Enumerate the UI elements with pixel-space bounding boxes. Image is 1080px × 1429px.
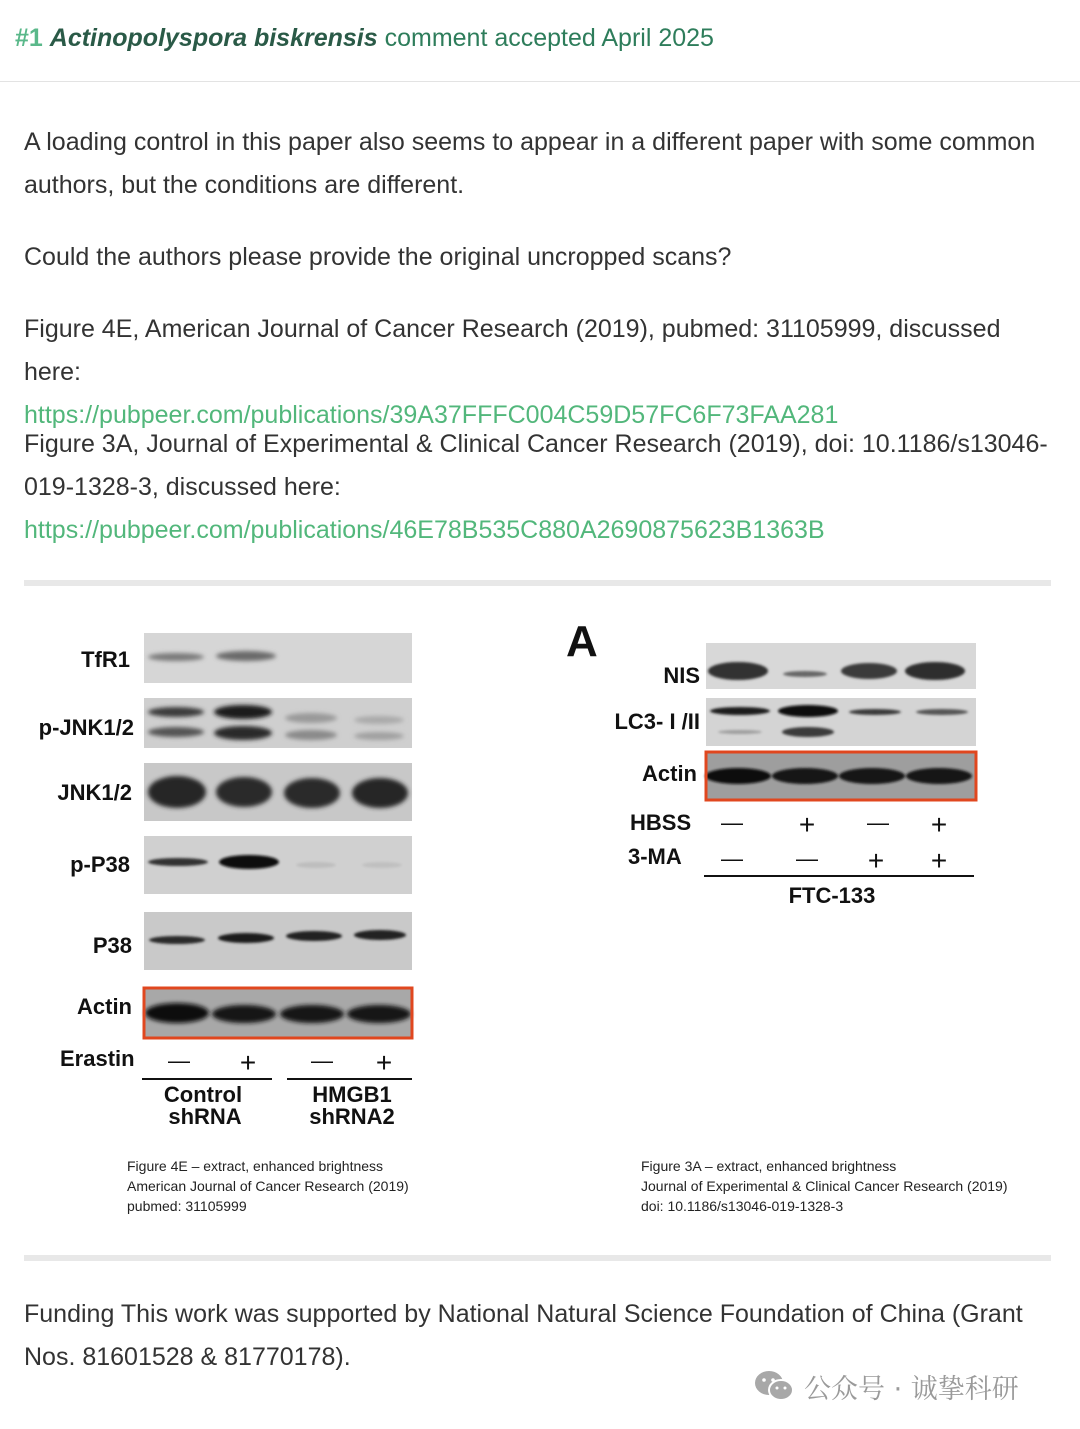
group-label-control-2: shRNA — [168, 1104, 242, 1129]
caption-right-line-2: Journal of Experimental & Clinical Cancer Research (2019) — [641, 1178, 1008, 1194]
sign-3ma-4: + — [930, 845, 948, 876]
figure-comparison-image — [24, 590, 1051, 1252]
watermark — [754, 1366, 1019, 1406]
divider-top — [24, 580, 1051, 586]
group-label-hmgb1-2: shRNA2 — [309, 1104, 395, 1129]
sign-erastin-4: + — [375, 1047, 393, 1078]
sign-erastin-3: — — [311, 1048, 333, 1073]
row-label-actin-right: Actin — [642, 761, 697, 786]
reference-text-1: Figure 4E, American Journal of Cancer Research (2019), pubmed: 31105999, discussed here: — [24, 315, 1001, 386]
sign-3ma-1: — — [721, 846, 743, 871]
pubpeer-link-2[interactable]: https://pubpeer.com/publications/46E78B535C880A2690875623B1363B — [24, 516, 825, 544]
sign-erastin-1: — — [168, 1048, 190, 1073]
panel-letter: A — [566, 617, 598, 666]
caption-right-line-1: Figure 3A – extract, enhanced brightness — [641, 1158, 897, 1174]
sign-hbss-2: + — [798, 809, 816, 840]
comment-paragraph-2: Could the authors please provide the original uncropped scans? — [24, 243, 732, 271]
sign-hbss-3: — — [867, 810, 889, 835]
row-label-nis: NIS — [663, 663, 700, 688]
comment-paragraph-4 — [24, 423, 1056, 552]
group-label-hmgb1-1: HMGB1 — [312, 1082, 392, 1107]
row-label-tfr1: TfR1 — [81, 647, 130, 672]
watermark-text: 公众号 · 诚挚科研 — [804, 1373, 1019, 1405]
row-label-p38: P38 — [92, 933, 132, 958]
treatment-label-3ma: 3-MA — [628, 844, 682, 869]
left-blot — [39, 633, 412, 1129]
comment-paragraph-3 — [24, 308, 1056, 437]
comment-paragraph-1: A loading control in this paper also seems to appear in a different paper with some common authors, but the conditions are different. — [24, 128, 1036, 199]
cell-line-label: FTC-133 — [788, 883, 876, 908]
comment-header-line — [15, 24, 714, 53]
comment-header — [0, 0, 1080, 82]
treatment-label-erastin: Erastin — [60, 1046, 135, 1071]
sign-erastin-2: + — [239, 1047, 257, 1078]
sign-3ma-3: + — [867, 845, 885, 876]
sign-hbss-1: — — [721, 810, 743, 835]
divider-bottom — [24, 1255, 1051, 1261]
western-blot-figure — [24, 590, 1051, 1252]
caption-left-line-2: American Journal of Cancer Research (2019) — [127, 1178, 409, 1194]
reference-text-2: Figure 3A, Journal of Experimental & Clinical Cancer Research (2019), doi: 10.1186/s13046-019-1328-3, discussed here: — [24, 430, 1048, 501]
comment-number[interactable]: #1 — [15, 24, 43, 52]
row-label-lc3: LC3- I /II — [614, 709, 700, 734]
row-label-jnk: JNK1/2 — [57, 780, 132, 805]
caption-left — [127, 1156, 409, 1216]
caption-left-line-1: Figure 4E – extract, enhanced brightness — [127, 1158, 384, 1174]
caption-right — [641, 1156, 1008, 1216]
treatment-label-hbss: HBSS — [630, 810, 692, 835]
row-label-p-jnk: p-JNK1/2 — [38, 715, 134, 740]
wechat-icon — [754, 1369, 794, 1403]
group-label-control-1: Control — [163, 1082, 243, 1107]
right-blot — [566, 617, 976, 908]
row-label-actin-left: Actin — [77, 994, 132, 1019]
comment-status: comment accepted April 2025 — [384, 24, 714, 52]
caption-left-line-3: pubmed: 31105999 — [127, 1198, 247, 1214]
row-label-p-p38: p-P38 — [70, 852, 130, 877]
blot-strip-lc3 — [706, 698, 976, 746]
author-pseudonym[interactable]: Actinopolyspora biskrensis — [49, 24, 378, 52]
sign-hbss-4: + — [930, 809, 948, 840]
caption-right-line-3: doi: 10.1186/s13046-019-1328-3 — [641, 1198, 844, 1214]
sign-3ma-2: — — [796, 846, 818, 871]
pubpeer-link-1[interactable]: https://pubpeer.com/publications/39A37FFFC004C59D57FC6F73FAA281 — [24, 401, 839, 429]
funding-paragraph: Funding This work was supported by National Natural Science Foundation of China (Grant Nos. 81601528 & 81770178). — [24, 1300, 1023, 1371]
